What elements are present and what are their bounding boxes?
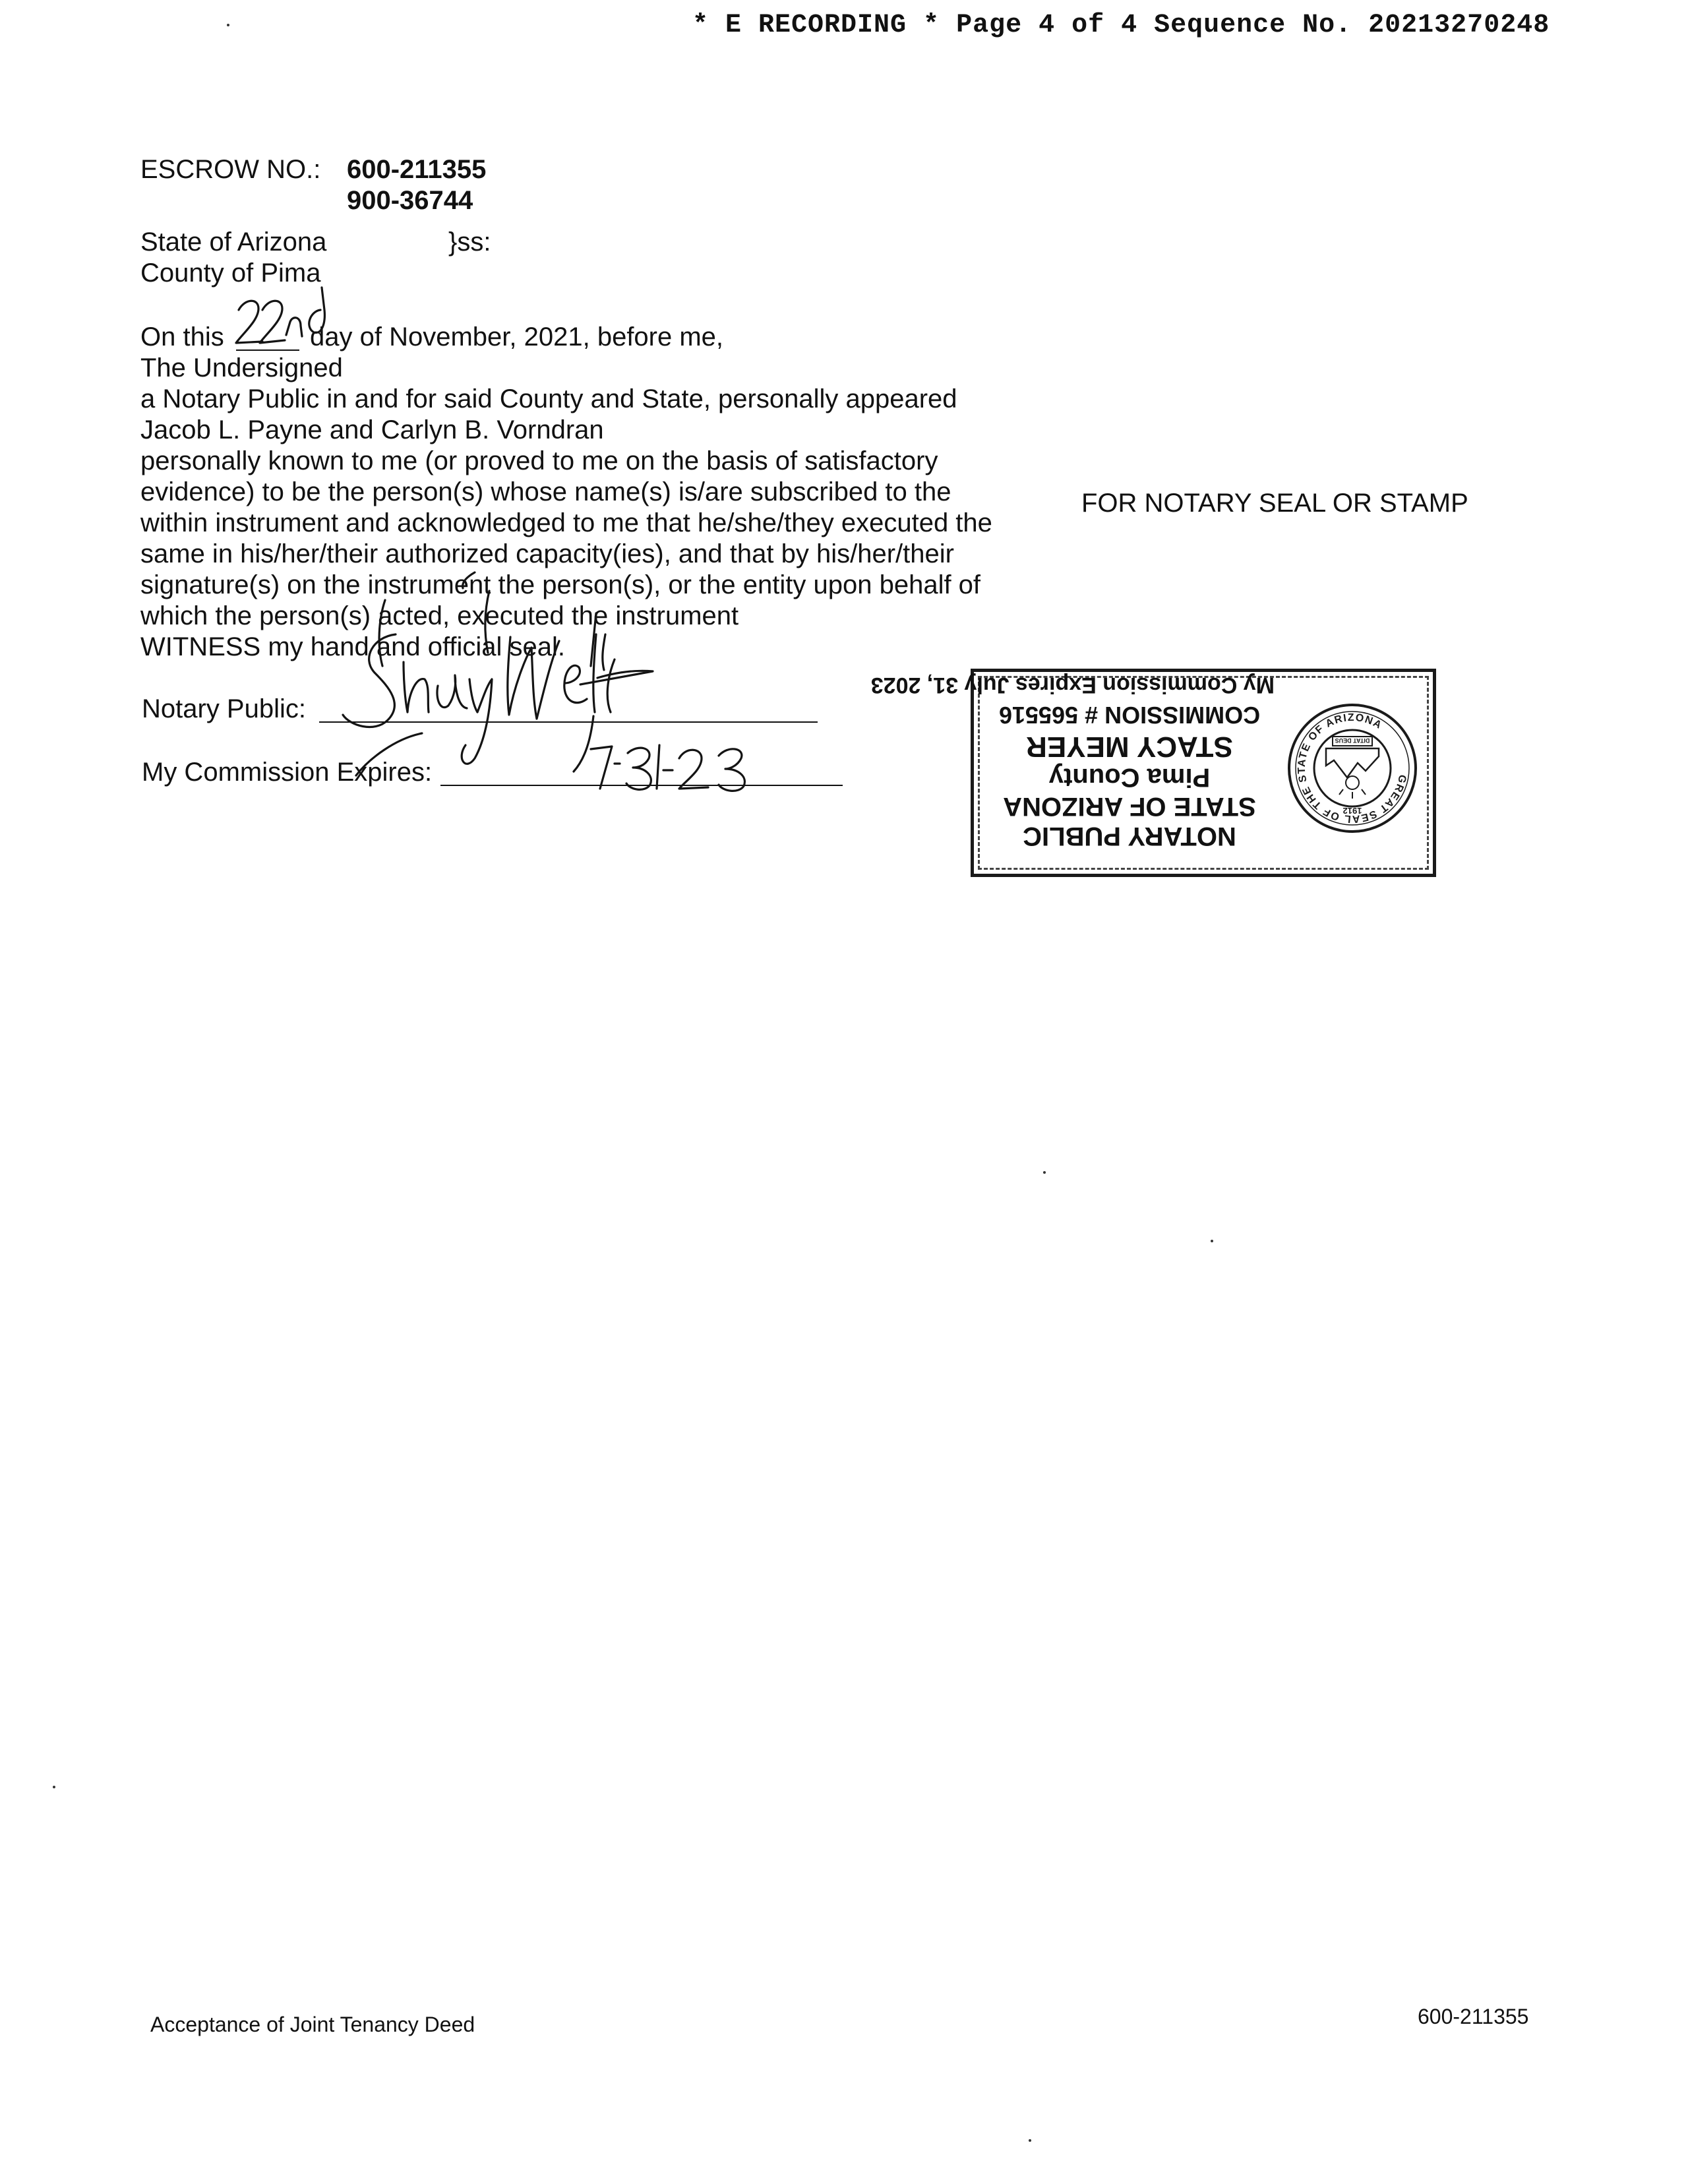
recording-header: * E RECORDING * Page 4 of 4 Sequence No. 20213270248 xyxy=(692,11,1550,40)
ack-line-5: personally known to me (or proved to me on the basis of satisfactory xyxy=(140,446,938,475)
escrow-label: ESCROW NO.: xyxy=(140,155,321,184)
seal-area-label: FOR NOTARY SEAL OR STAMP xyxy=(1081,489,1468,518)
ack-line-7: within instrument and acknowledged to me that he/she/they executed the xyxy=(140,508,992,537)
stamp-line-commission-number: COMMISSION # 565516 xyxy=(998,702,1261,729)
notary-stamp xyxy=(870,669,1436,877)
handwritten-expiration xyxy=(591,745,744,791)
scan-speck xyxy=(1043,1171,1046,1174)
commission-expires-label: My Commission Expires: xyxy=(142,758,433,787)
handwritten-day xyxy=(236,288,324,343)
ack-line-11: WITNESS my hand and official seal. xyxy=(140,632,565,661)
stamp-line-expiration: My Commission Expires July 31, 2023 xyxy=(870,673,1275,698)
seal-year: 1912 xyxy=(1342,806,1362,816)
venue-county: County of Pima xyxy=(140,258,321,288)
escrow-number-2: 900-36744 xyxy=(347,186,473,215)
venue-state: State of Arizona xyxy=(140,228,327,257)
scan-speck xyxy=(1029,2139,1031,2142)
scan-speck xyxy=(53,1786,55,1788)
seal-motto: DITAT DEUS xyxy=(1335,737,1370,744)
venue-ss: }ss: xyxy=(448,228,491,257)
ack-line-6: evidence) to be the person(s) whose name(s) is/are subscribed to the xyxy=(140,477,951,506)
stamp-text-block xyxy=(870,671,1275,851)
notary-stamp-content xyxy=(870,672,1433,874)
footer-file-number: 600-211355 xyxy=(1418,2005,1529,2028)
notary-public-label: Notary Public: xyxy=(142,694,306,723)
escrow-number-1: 600-211355 xyxy=(347,155,487,184)
seal-ring-text: GREAT SEAL OF THE STATE OF ARIZONA xyxy=(1296,712,1408,825)
stamp-line-county: Pima County xyxy=(1048,763,1211,792)
stamp-line-notary-public: NOTARY PUBLIC xyxy=(1023,822,1236,851)
scan-speck xyxy=(1211,1240,1213,1242)
ack-line-10: which the person(s) acted, executed the instrument xyxy=(140,601,739,630)
footer-document-title: Acceptance of Joint Tenancy Deed xyxy=(150,2013,475,2036)
scan-speck xyxy=(227,24,229,26)
ack-line-8: same in his/her/their authorized capacity(ies), and that by his/her/their xyxy=(140,539,954,568)
stamp-line-state: STATE OF ARIZONA xyxy=(1003,792,1256,821)
ack-day-rest: day of November, 2021, before me, xyxy=(310,322,724,351)
ack-line-9: signature(s) on the instrument the person(s), or the entity upon behalf of xyxy=(140,570,981,599)
ack-on-this: On this xyxy=(140,322,224,351)
stamp-line-notary-name: STACY MEYER xyxy=(1026,731,1233,763)
pen-marks xyxy=(379,572,605,670)
ack-line-3: a Notary Public in and for said County and State, personally appeared xyxy=(140,384,957,413)
notary-signature xyxy=(343,613,653,775)
ack-line-2: The Undersigned xyxy=(140,353,343,382)
ack-line-4: Jacob L. Payne and Carlyn B. Vorndran xyxy=(140,415,604,444)
arizona-state-seal-icon xyxy=(1286,702,1418,834)
